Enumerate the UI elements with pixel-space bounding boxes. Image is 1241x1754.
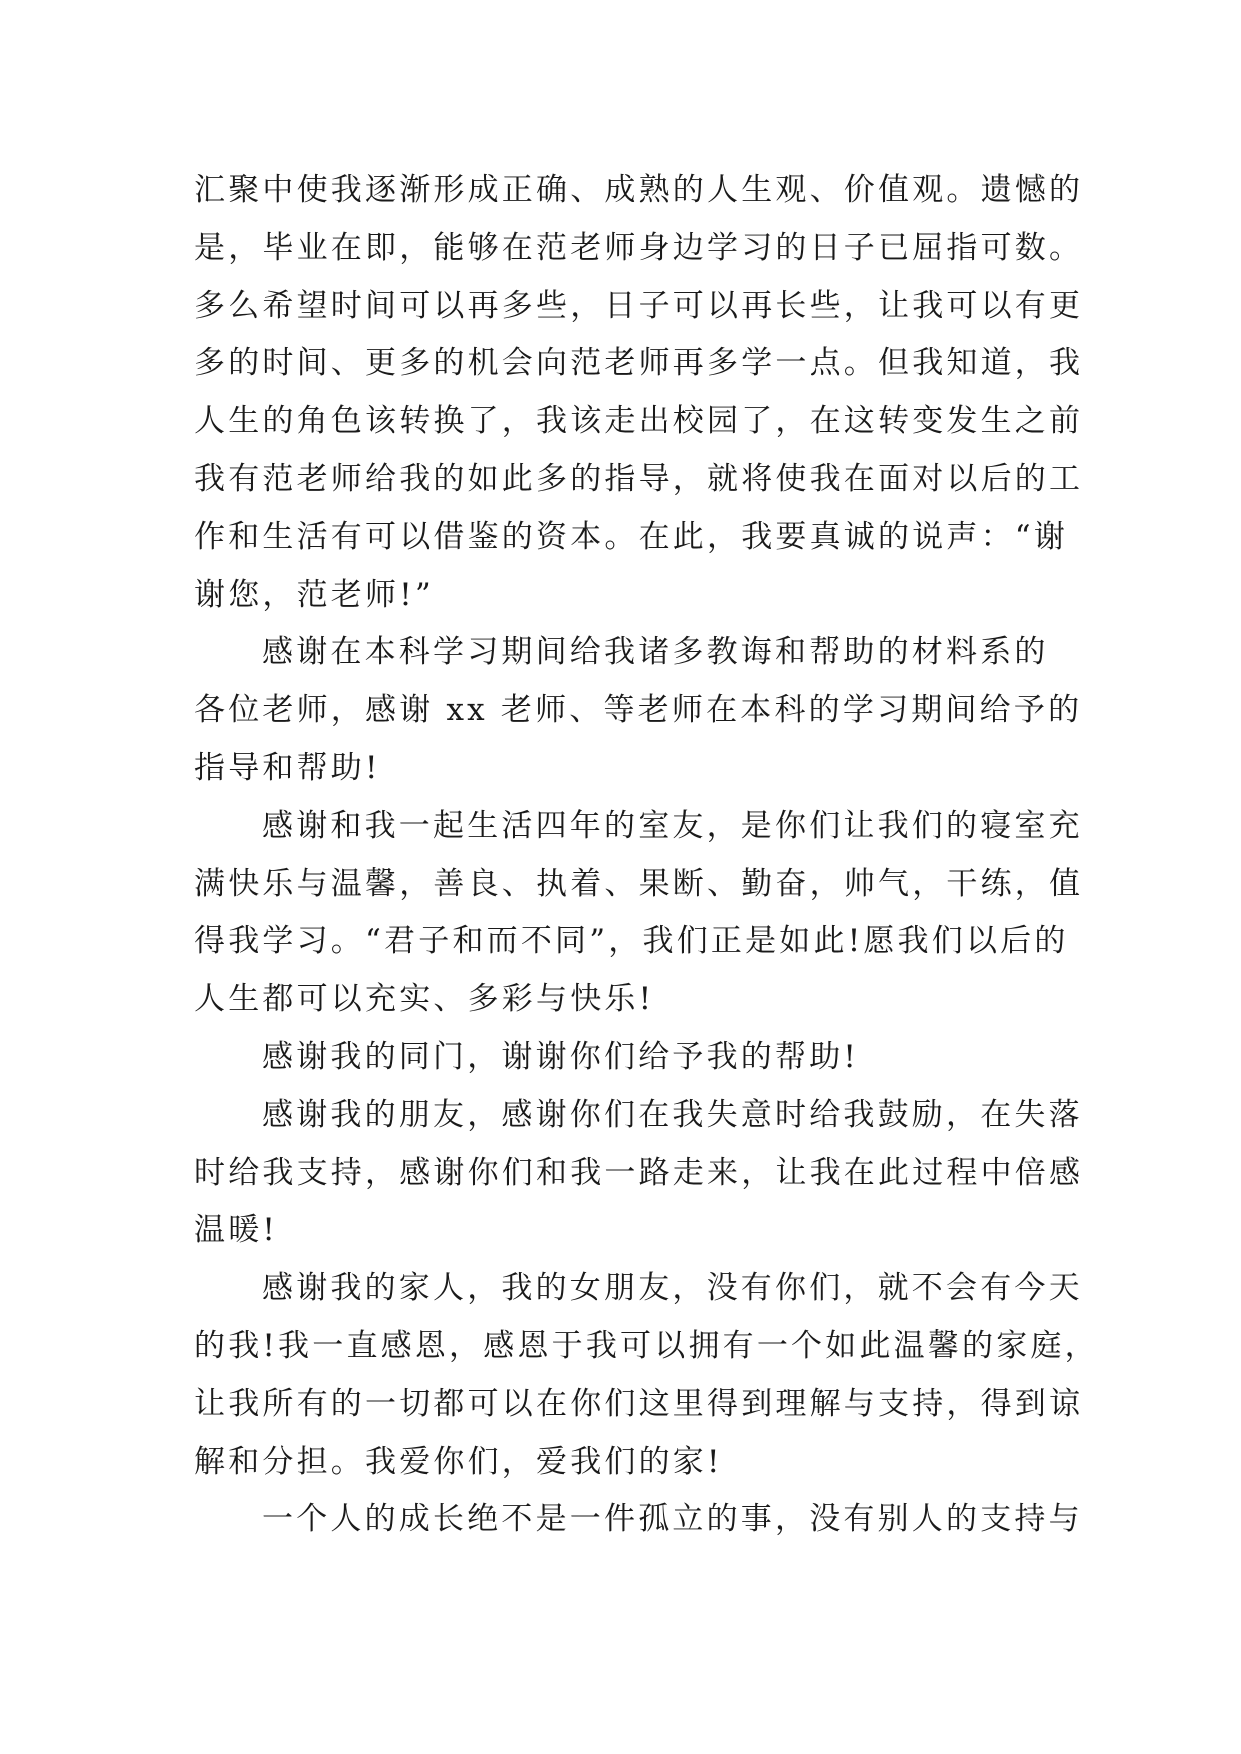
text-line: 多么希望时间可以再多些，日子可以再长些，让我可以有更 [194,287,1084,324]
text-line: 时给我支持，感谢你们和我一路走来，让我在此过程中倍感 [194,1154,1084,1191]
text-line: 是，毕业在即，能够在范老师身边学习的日子已屈指可数。 [194,229,1084,266]
text-line: 多的时间、更多的机会向范老师再多学一点。但我知道，我 [194,345,1084,382]
text-line: 汇聚中使我逐渐形成正确、成熟的人生观、价值观。遗憾的 [194,172,1084,208]
text-line: 感谢我的朋友，感谢你们在我失意时给我鼓励，在失落 [262,1096,1083,1133]
text-line: 人生都可以充实、多彩与快乐! [194,981,655,1018]
text-line: 各位老师，感谢 xx 老师、等老师在本科的学习期间给予的 [194,692,1083,729]
paragraph-2 [194,624,1083,797]
text-line: 的我!我一直感恩，感恩于我可以拥有一个如此温馨的家庭， [194,1327,1099,1364]
text-line: 温暖! [194,1212,279,1249]
text-line: 作和生活有可以借鉴的资本。在此，我要真诚的说声：“谢 [194,518,1069,555]
paragraph-5 [194,1087,1084,1260]
text-line: 感谢和我一起生活四年的室友，是你们让我们的寝室充 [262,807,1083,844]
text-line: 我有范老师给我的如此多的指导，就将使我在面对以后的工 [194,460,1084,497]
text-line: 感谢我的同门，谢谢你们给予我的帮助! [262,1038,860,1075]
text-line: 让我所有的一切都可以在你们这里得到理解与支持，得到谅 [194,1385,1084,1422]
text-line: 感谢我的家人，我的女朋友，没有你们，就不会有今天 [262,1270,1083,1307]
paragraph-7 [194,1491,1083,1549]
paragraph-3 [194,798,1084,1029]
text-line: 解和分担。我爱你们，爱我们的家! [194,1443,723,1480]
body-text [194,162,1099,1549]
paragraph-1 [194,162,1084,624]
text-line: 人生的角色该转换了，我该走出校园了，在这转变发生之前 [194,403,1084,440]
text-line: 一个人的成长绝不是一件孤立的事，没有别人的支持与 [262,1501,1083,1538]
paragraph-6 [194,1260,1099,1491]
text-line: 感谢在本科学习期间给我诸多教诲和帮助的材料系的 [262,634,1049,671]
paragraph-4 [194,1029,1074,1087]
text-line: 得我学习。“君子和而不同”，我们正是如此!愿我们以后的 [194,923,1069,960]
text-line: 满快乐与温馨，善良、执着、果断、勤奋，帅气，干练，值 [194,865,1084,902]
text-line: 指导和帮助! [194,749,381,786]
text-line: 谢您，范老师!” [194,576,434,613]
